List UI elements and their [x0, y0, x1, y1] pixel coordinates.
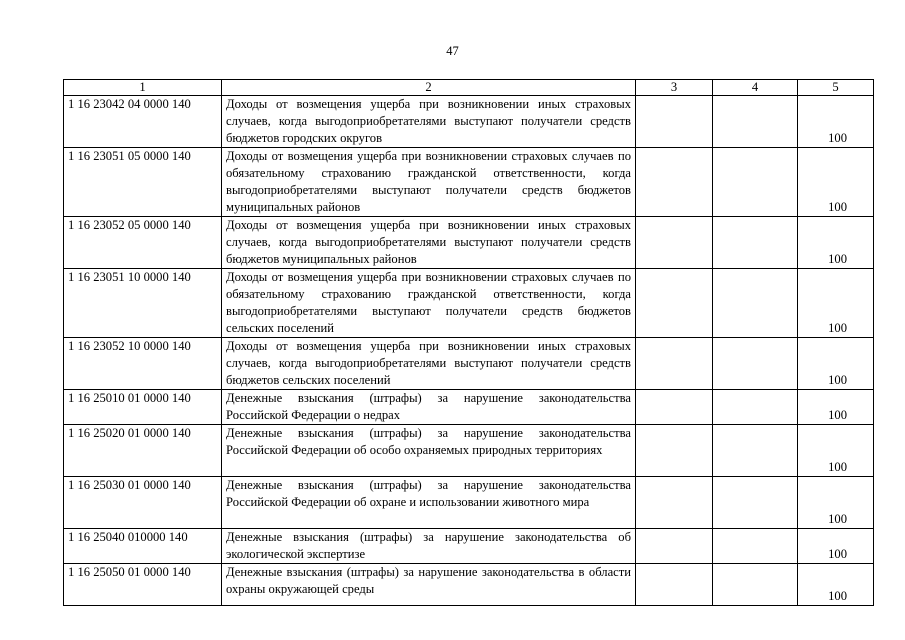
percent-value-cell: 100 — [798, 390, 874, 425]
percent-value-cell: 100 — [798, 96, 874, 148]
revenue-code-cell: 1 16 25040 010000 140 — [64, 529, 222, 564]
col4-cell — [713, 390, 798, 425]
table-row — [64, 96, 874, 148]
header-col-3: 3 — [636, 80, 713, 96]
col3-cell — [636, 269, 713, 338]
description-cell: Доходы от возмещения ущерба при возникновении страховых случаев по обязательному страхованию гражданской ответственности, когда выгодоприобретателями выступают получатели средств бюджетов сельских поселений — [222, 269, 636, 338]
table-row — [64, 390, 874, 425]
table-header — [64, 80, 874, 96]
percent-value-cell: 100 — [798, 425, 874, 477]
percent-value-cell: 100 — [798, 217, 874, 269]
revenue-code-cell: 1 16 25030 01 0000 140 — [64, 477, 222, 529]
percent-value-cell: 100 — [798, 529, 874, 564]
percent-value-cell: 100 — [798, 269, 874, 338]
description-cell: Денежные взыскания (штрафы) за нарушение законодательства в области охраны окружающей среды — [222, 564, 636, 606]
percent-value-cell: 100 — [798, 338, 874, 390]
description-cell: Доходы от возмещения ущерба при возникновении иных страховых случаев, когда выгодоприобретателями выступают получатели средств бюджетов городских округов — [222, 96, 636, 148]
description-cell: Доходы от возмещения ущерба при возникновении страховых случаев по обязательному страхованию гражданской ответственности, когда выгодоприобретателями выступают получатели средств бюджетов муниципальных районов — [222, 148, 636, 217]
revenue-code-cell: 1 16 25010 01 0000 140 — [64, 390, 222, 425]
description-cell: Доходы от возмещения ущерба при возникновении иных страховых случаев, когда выгодоприобретателями выступают получатели средств бюджетов сельских поселений — [222, 338, 636, 390]
header-col-2: 2 — [222, 80, 636, 96]
col3-cell — [636, 96, 713, 148]
col3-cell — [636, 564, 713, 606]
col4-cell — [713, 477, 798, 529]
col3-cell — [636, 390, 713, 425]
table-row — [64, 148, 874, 217]
col4-cell — [713, 148, 798, 217]
col4-cell — [713, 564, 798, 606]
description-cell: Доходы от возмещения ущерба при возникновении иных страховых случаев, когда выгодоприобретателями выступают получатели средств бюджетов муниципальных районов — [222, 217, 636, 269]
col3-cell — [636, 148, 713, 217]
col4-cell — [713, 338, 798, 390]
revenue-code-cell: 1 16 23051 05 0000 140 — [64, 148, 222, 217]
revenue-code-cell: 1 16 23042 04 0000 140 — [64, 96, 222, 148]
col4-cell — [713, 217, 798, 269]
col3-cell — [636, 425, 713, 477]
table-row — [64, 338, 874, 390]
header-col-1: 1 — [64, 80, 222, 96]
table-body — [64, 96, 874, 606]
col4-cell — [713, 269, 798, 338]
revenue-code-cell: 1 16 25050 01 0000 140 — [64, 564, 222, 606]
percent-value-cell: 100 — [798, 477, 874, 529]
page-number: 47 — [446, 44, 459, 58]
col4-cell — [713, 425, 798, 477]
header-col-5: 5 — [798, 80, 874, 96]
col4-cell — [713, 529, 798, 564]
table-row — [64, 217, 874, 269]
revenue-code-cell: 1 16 23052 10 0000 140 — [64, 338, 222, 390]
description-cell: Денежные взыскания (штрафы) за нарушение законодательства Российской Федерации об особо охраняемых природных территориях — [222, 425, 636, 477]
description-cell: Денежные взыскания (штрафы) за нарушение законодательства Российской Федерации о недрах — [222, 390, 636, 425]
col3-cell — [636, 338, 713, 390]
table-row — [64, 425, 874, 477]
budget-table — [63, 79, 874, 606]
percent-value-cell: 100 — [798, 148, 874, 217]
table-row — [64, 564, 874, 606]
table-row — [64, 477, 874, 529]
table-row — [64, 529, 874, 564]
revenue-code-cell: 1 16 23052 05 0000 140 — [64, 217, 222, 269]
col4-cell — [713, 96, 798, 148]
revenue-code-cell: 1 16 23051 10 0000 140 — [64, 269, 222, 338]
revenue-code-cell: 1 16 25020 01 0000 140 — [64, 425, 222, 477]
description-cell: Денежные взыскания (штрафы) за нарушение законодательства Российской Федерации об охране и использовании животного мира — [222, 477, 636, 529]
header-row — [64, 80, 874, 96]
col3-cell — [636, 477, 713, 529]
col3-cell — [636, 529, 713, 564]
table-row — [64, 269, 874, 338]
percent-value-cell: 100 — [798, 564, 874, 606]
header-col-4: 4 — [713, 80, 798, 96]
col3-cell — [636, 217, 713, 269]
description-cell: Денежные взыскания (штрафы) за нарушение законодательства об экологической экспертизе — [222, 529, 636, 564]
